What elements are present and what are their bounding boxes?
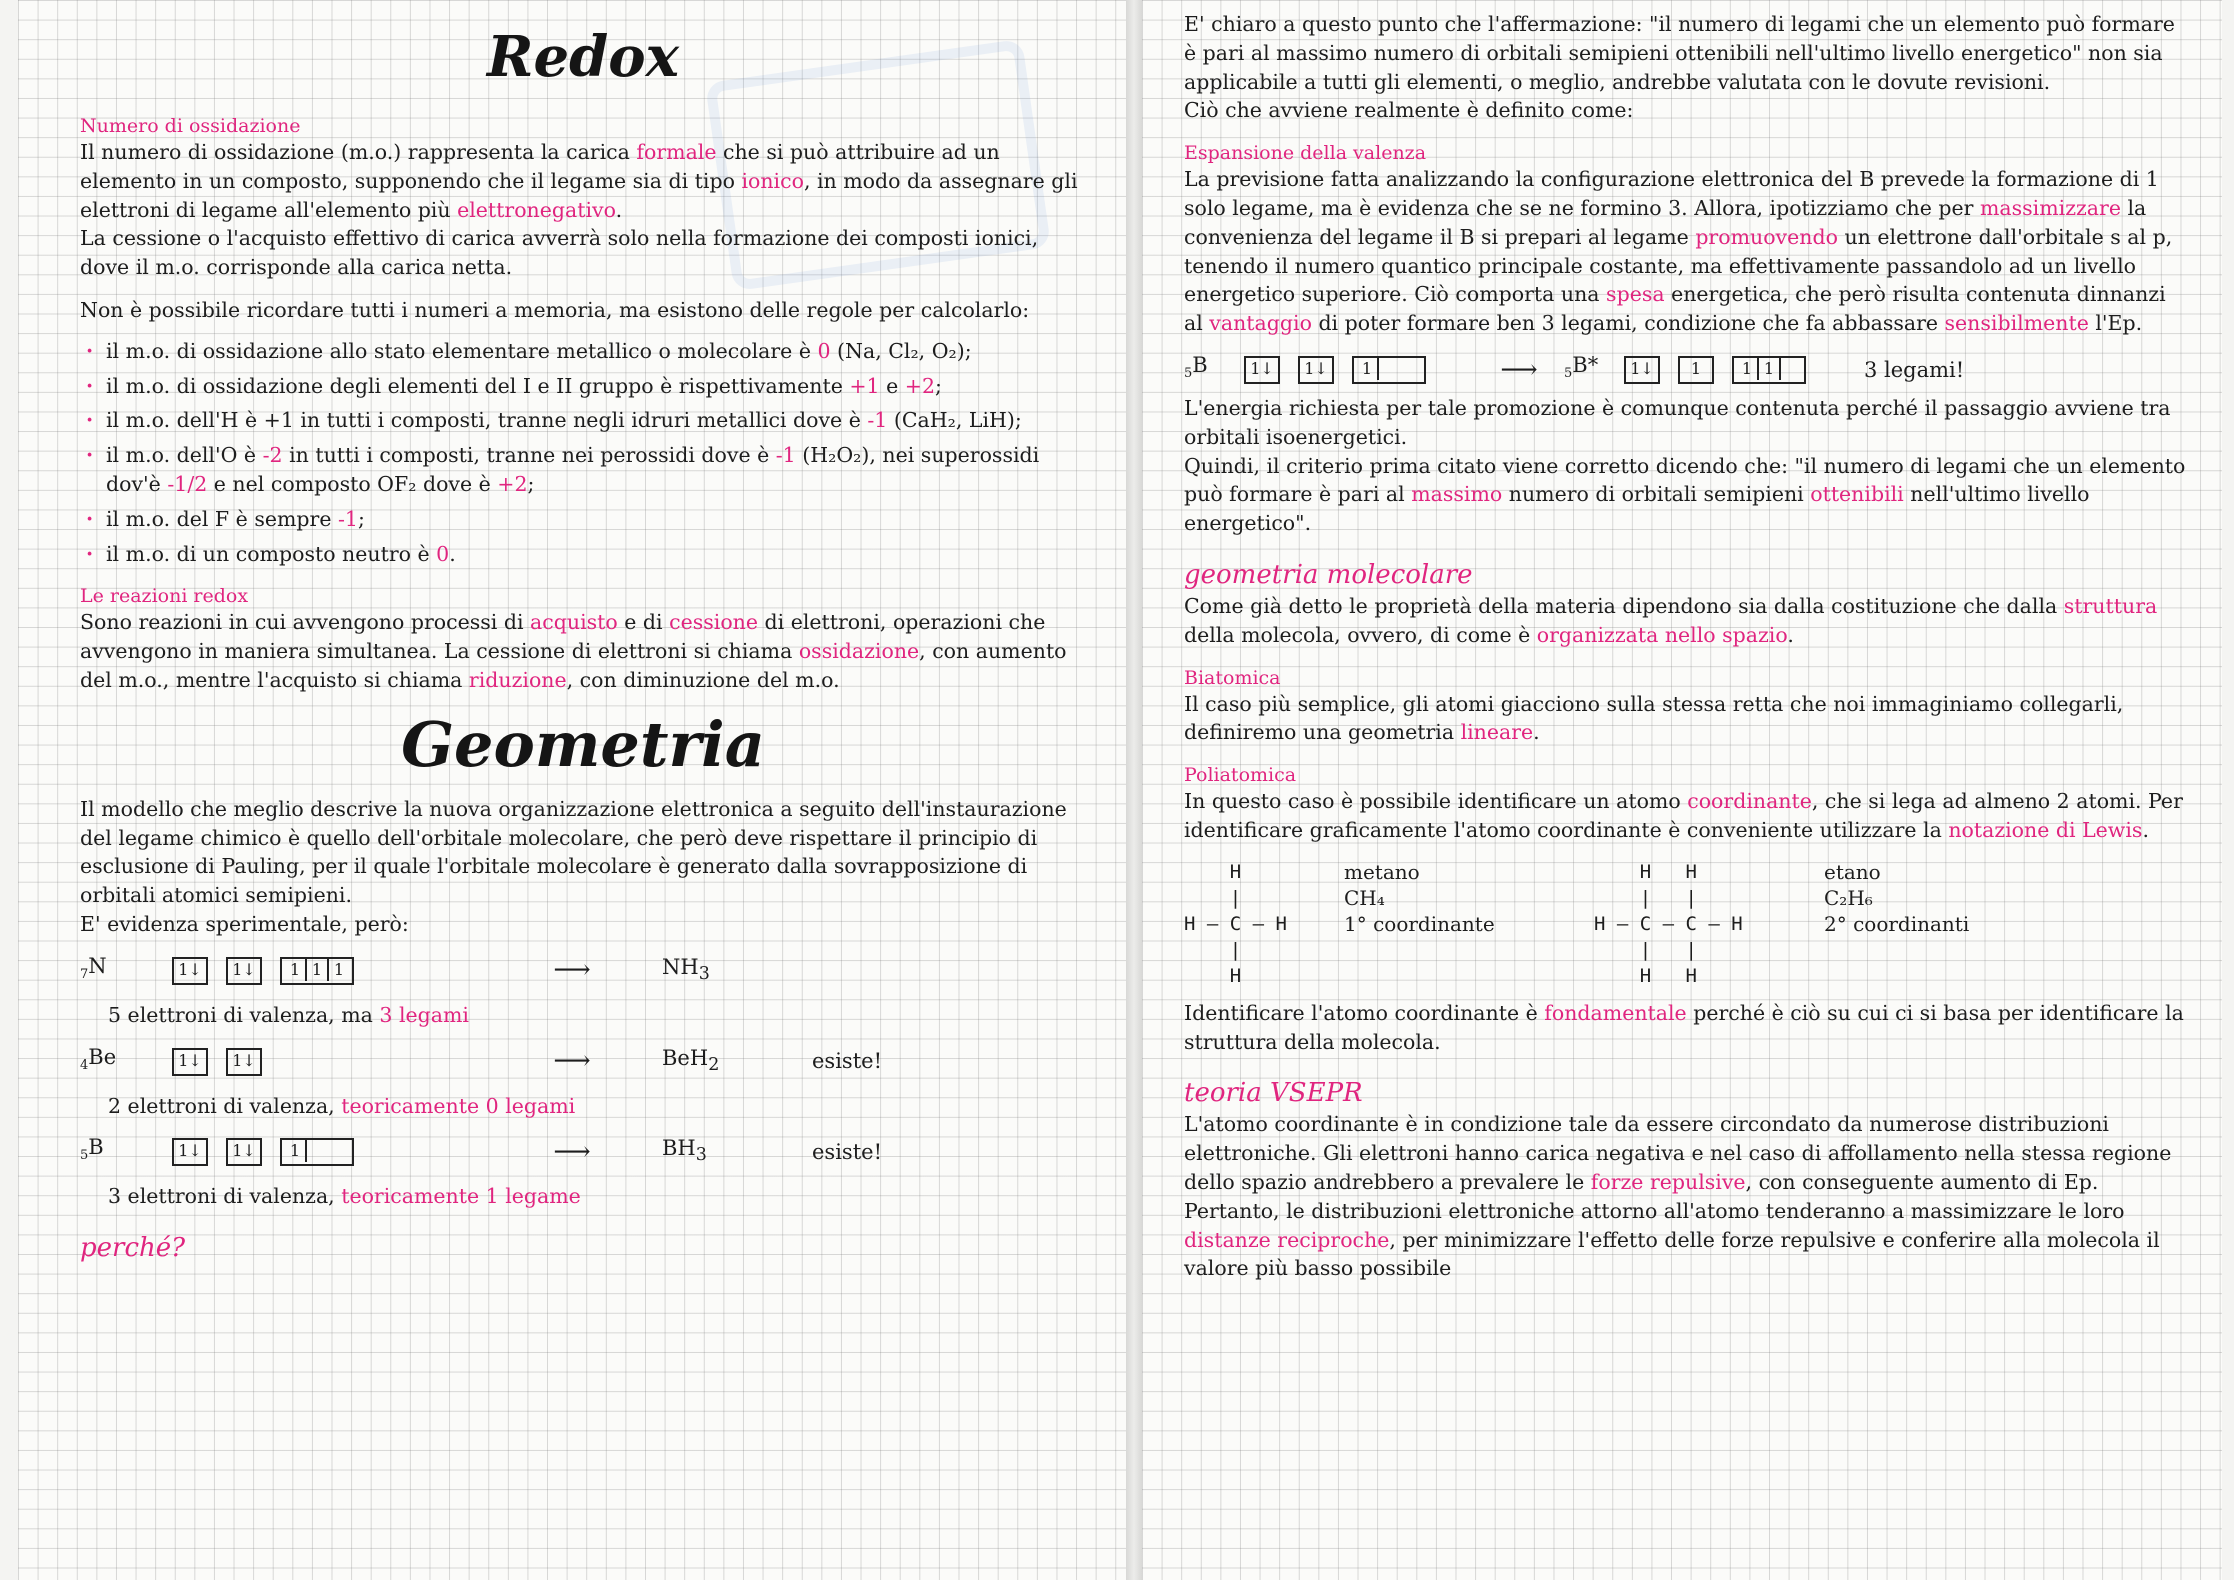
heading-biatomica: Biatomica: [1184, 666, 1281, 689]
notebook-page-right: [1142, 0, 2222, 1580]
element-label-excited: $_5$B*: [1564, 352, 1599, 382]
rules-list: [80, 337, 1086, 569]
result-formula: $NH_3$: [662, 954, 710, 984]
exists-note: esiste!: [812, 1049, 883, 1074]
rule-item: · il m.o. di ossidazione degli elementi del I e II gruppo è rispettivamente +1 e +2;: [106, 372, 1086, 401]
note-beryllium: 2 elettroni di valenza, teoricamente 0 legami: [108, 1093, 576, 1118]
note-boron: 3 elettroni di valenza, teoricamente 1 legame: [108, 1184, 581, 1209]
right-content: [1184, 10, 2186, 1283]
paragraph-geometria: Il modello che meglio descrive la nuova organizzazione elettronica a seguito dell'instaurazione del legame chimico è quello dell'orbitale molecolare, che però deve rispettare il principio di esclusione di Pauling, per il quale l'orbitale molecolare è generato dalla sovrapposizione di orbitali atomici semipieni.: [80, 796, 1067, 908]
element-label: $_5$B: [80, 1135, 104, 1164]
element-label: $_4$Be: [80, 1044, 117, 1073]
paragraph-biatomica: Il caso più semplice, gli atomi giacciono sulla stessa retta che noi immaginiamo collegarli, definiremo una geometria lineare.: [1184, 691, 2124, 745]
notebook-page-left: [18, 0, 1126, 1580]
lewis-structures: [1184, 859, 2186, 999]
rule-item: · il m.o. dell'O è -2 in tutti i composti, tranne nei perossidi dove è -1 (H₂O₂), nei superossidi dov'è -1/2 e nel composto OF₂ dove è +2;: [106, 441, 1086, 499]
arrow-icon: ⟶: [553, 955, 591, 986]
paragraph-carica-netta: La cessione o l'acquisto effettivo di carica avverrà solo nella formazione dei composti ionici, dove il m.o. corrisponde alla carica netta.: [80, 226, 1039, 280]
three-bonds-note: 3 legami!: [1864, 357, 1965, 382]
orbital-row-nitrogen: [80, 947, 1086, 995]
arrow-icon: ⟶: [1500, 354, 1538, 385]
paragraph-geometria-molecolare: Come già detto le proprietà della materia dipendono sia dalla costituzione che dalla struttura della molecola, ovvero, di come è organizzata nello spazio.: [1184, 593, 2158, 647]
note-perche: perché?: [80, 1233, 186, 1264]
paragraph-evidenza: E' evidenza sperimentale, però:: [80, 911, 409, 936]
paragraph-numero-ossidazione: Il numero di ossidazione (m.o.) rappresenta la carica formale che si può attribuire ad un elemento in un composto, supponendo che il legame sia di tipo ionico, in modo da assegnare gli elettroni di legame all'elemento più elettronegativo.: [80, 140, 1078, 222]
paragraph-definito: Ciò che avviene realmente è definito come:: [1184, 98, 1634, 123]
heading-numero-ossidazione: Numero di ossidazione: [80, 115, 301, 137]
orbital-boxes: 1↓ 1↓ 1 1 1: [172, 957, 482, 985]
orbital-boxes: 1↓ 1↓ 1: [1244, 356, 1474, 384]
heading-espansione-valenza: Espansione della valenza: [1184, 142, 1427, 165]
orbital-boxes: 1↓ 1↓ 1: [172, 1138, 482, 1166]
ethane-label: etano C₂H₆ 2° coordinanti: [1824, 859, 1970, 936]
paragraph-reazioni-redox: Sono reazioni in cui avvengono processi di acquisto e di cessione di elettroni, operazioni che avvengono in maniera simultanea. La cessione di elettroni si chiama ossidazione, con aumento del m.o., mentre l'acquisto si chiama riduzione, con diminuzione del m.o.: [80, 610, 1067, 692]
heading-geometria-molecolare: geometria molecolare: [1184, 559, 1473, 590]
title-redox: Redox: [486, 24, 680, 90]
paragraph-poliatomica: In questo caso è possibile identificare un atomo coordinante, che si lega ad almeno 2 atomi. Per identificare graficamente l'atomo coordinante è conveniente utilizzare la notazione di Lewis.: [1184, 789, 2183, 842]
orbital-boxes-excited: 1↓ 1 1 1: [1624, 356, 1864, 384]
paragraph-criterio-corretto: Quindi, il criterio prima citato viene corretto dicendo che: "il numero di legami che un elemento può formare è pari al massimo numero di orbitali semipieni ottenibili nell'ultimo livello energetico".: [1184, 453, 2186, 536]
heading-reazioni-redox: Le reazioni redox: [80, 585, 249, 608]
rule-item: · il m.o. del F è sempre -1;: [106, 505, 1086, 534]
paragraph-energia-promozione: L'energia richiesta per tale promozione è comunque contenuta perché il passaggio avviene tra orbitali isoenergetici.: [1184, 395, 2171, 449]
paragraph-affermazione: E' chiaro a questo punto che l'affermazione: "il numero di legami che un elemento può formare è pari al massimo numero di orbitali semipieni ottenibili nell'ultimo livello energetico" non sia applicabile a tutti gli elementi, o meglio, andrebbe valutata con le dovute revisioni.: [1184, 12, 2175, 94]
paragraph-vsepr: L'atomo coordinante è in condizione tale da essere circondato da numerose distribuzioni elettroniche. Gli elettroni hanno carica negativa e nel caso di affollamento nella stessa regione dello spazio andrebbero a prevalere le forze repulsive, con conseguente aumento di Ep.: [1184, 1112, 2172, 1194]
rule-item: · il m.o. dell'H è +1 in tutti i composti, tranne negli idruri metallici dove è -1 (CaH₂, LiH);: [106, 406, 1086, 435]
title-geometria: Geometria: [401, 707, 765, 781]
rule-item: · il m.o. di ossidazione allo stato elementare metallico o molecolare è 0 (Na, Cl₂, O₂);: [106, 337, 1086, 366]
paragraph-espansione: La previsione fatta analizzando la configurazione elettronica del B prevede la formazione di 1 solo legame, ma è evidenza che se ne formino 3. Allora, ipotizziamo che per massimizzare la convenienza del legame il B si prepari al legame promuovendo un elettrone dall'orbitale s al p, tenendo il numero quantico principale costante, ma effettivamente passandolo ad un livello energetico superiore. Ciò comporta una spesa energetica, che però risulta contenuta dinnanzi al vantaggio di poter formare ben 3 legami, condizione che fa abbassare sensibilmente l'Ep.: [1184, 167, 2173, 336]
left-content: [80, 10, 1086, 1265]
element-label: $_7$N: [80, 953, 107, 982]
arrow-icon: ⟶: [553, 1136, 591, 1167]
ethane-structure: H H | | H — C — C — H | | H H: [1594, 860, 1743, 987]
exists-note: esiste!: [812, 1139, 883, 1164]
paragraph-vsepr-2: Pertanto, le distribuzioni elettroniche attorno all'atomo tenderanno a massimizzare le loro distanze reciproche, per minimizzare l'effetto delle forze repulsive e conferire alla molecola il valore più basso possibile: [1184, 1198, 2160, 1281]
element-label: $_5$B: [1184, 352, 1208, 382]
methane-structure: H | H — C — H | H: [1184, 860, 1287, 987]
rule-item: · il m.o. di un composto neutro è 0.: [106, 540, 1086, 569]
result-formula: $BH_3$: [662, 1136, 707, 1166]
paragraph-regole-intro: Non è possibile ricordare tutti i numeri a memoria, ma esistono delle regole per calcolarlo:: [80, 297, 1030, 322]
paragraph-coordinante-fondamentale: Identificare l'atomo coordinante è fondamentale perché è ciò su cui ci si basa per identificare la struttura della molecola.: [1184, 1000, 2184, 1054]
methane-label: metano CH₄ 1° coordinante: [1344, 859, 1495, 936]
notebook-spine: [1126, 0, 1142, 1580]
orbital-row-boron: [80, 1128, 1086, 1176]
orbital-row-beryllium: [80, 1038, 1086, 1086]
note-nitrogen: 5 elettroni di valenza, ma 3 legami: [108, 1002, 469, 1027]
orbital-row-boron-promotion: [1184, 346, 2186, 394]
result-formula: BeH$_2$: [662, 1045, 720, 1075]
orbital-boxes: 1↓ 1↓: [172, 1048, 482, 1076]
heading-poliatomica: Poliatomica: [1184, 764, 1297, 787]
heading-teoria-vsepr: teoria VSEPR: [1184, 1078, 1363, 1109]
arrow-icon: ⟶: [553, 1046, 591, 1077]
